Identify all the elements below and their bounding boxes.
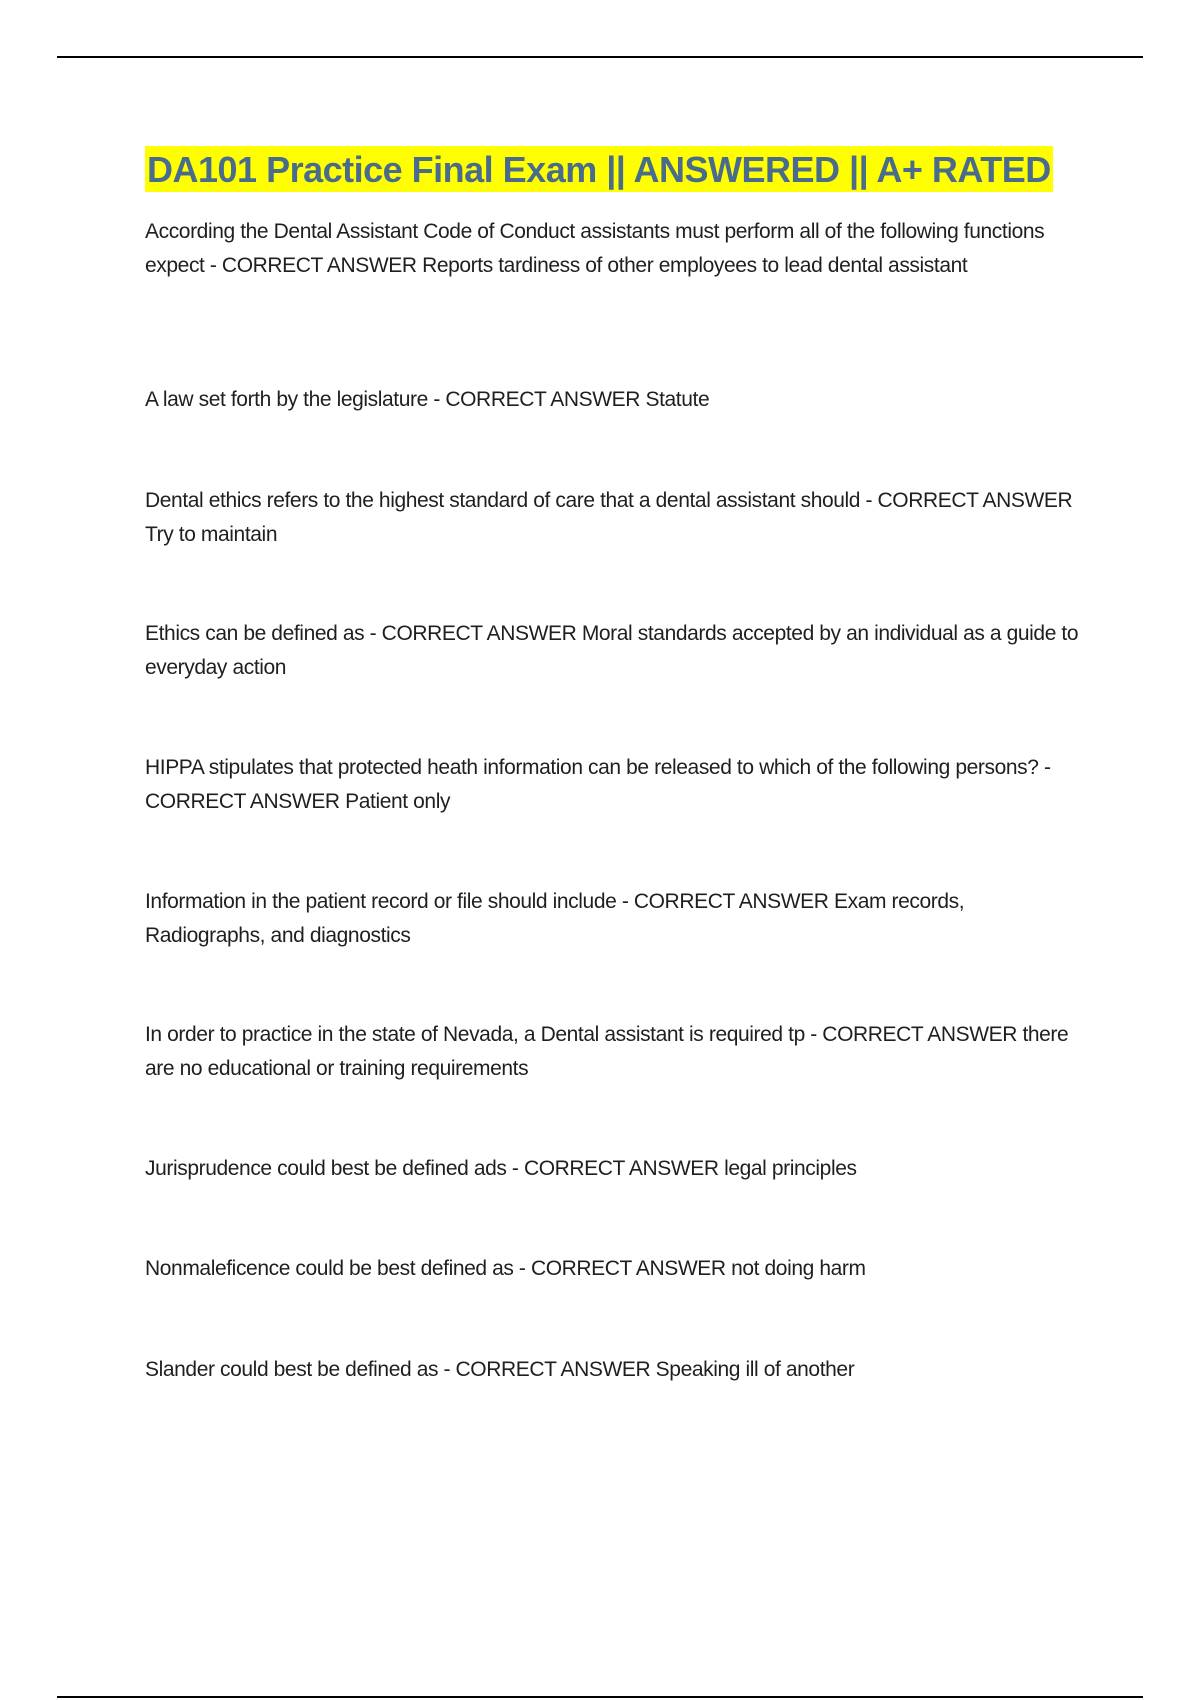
- qa-item-7: In order to practice in the state of Nevada, a Dental assistant is required tp - CORRECT ANSWER there are no educational or training requirements: [145, 1023, 1069, 1080]
- qa-item-4: Ethics can be defined as - CORRECT ANSWER Moral standards accepted by an individual as a guide to everyday action: [145, 622, 1079, 679]
- qa-item-6: Information in the patient record or file should include - CORRECT ANSWER Exam records, Radiographs, and diagnostics: [145, 890, 965, 947]
- qa-item-5: HIPPA stipulates that protected heath information can be released to which of the following persons? - CORRECT ANSWER Patient only: [145, 756, 1051, 813]
- top-rule: [57, 56, 1143, 58]
- bottom-rule: [57, 1696, 1143, 1698]
- qa-item-3: Dental ethics refers to the highest standard of care that a dental assistant should - CORRECT ANSWER Try to maintain: [145, 489, 1073, 546]
- qa-item-10: Slander could best be defined as - CORRECT ANSWER Speaking ill of another: [145, 1358, 855, 1381]
- document-title: DA101 Practice Final Exam || ANSWERED || A+ RATED: [145, 146, 1053, 192]
- qa-item-8: Jurisprudence could best be defined ads - CORRECT ANSWER legal principles: [145, 1157, 857, 1180]
- qa-item-2: A law set forth by the legislature - CORRECT ANSWER Statute: [145, 388, 710, 411]
- qa-item-9: Nonmaleficence could be best defined as - CORRECT ANSWER not doing harm: [145, 1257, 866, 1280]
- qa-item-1: According the Dental Assistant Code of Conduct assistants must perform all of the following functions expect - CORRECT ANSWER Reports tardiness of other employees to lead dental assistant: [145, 220, 1045, 277]
